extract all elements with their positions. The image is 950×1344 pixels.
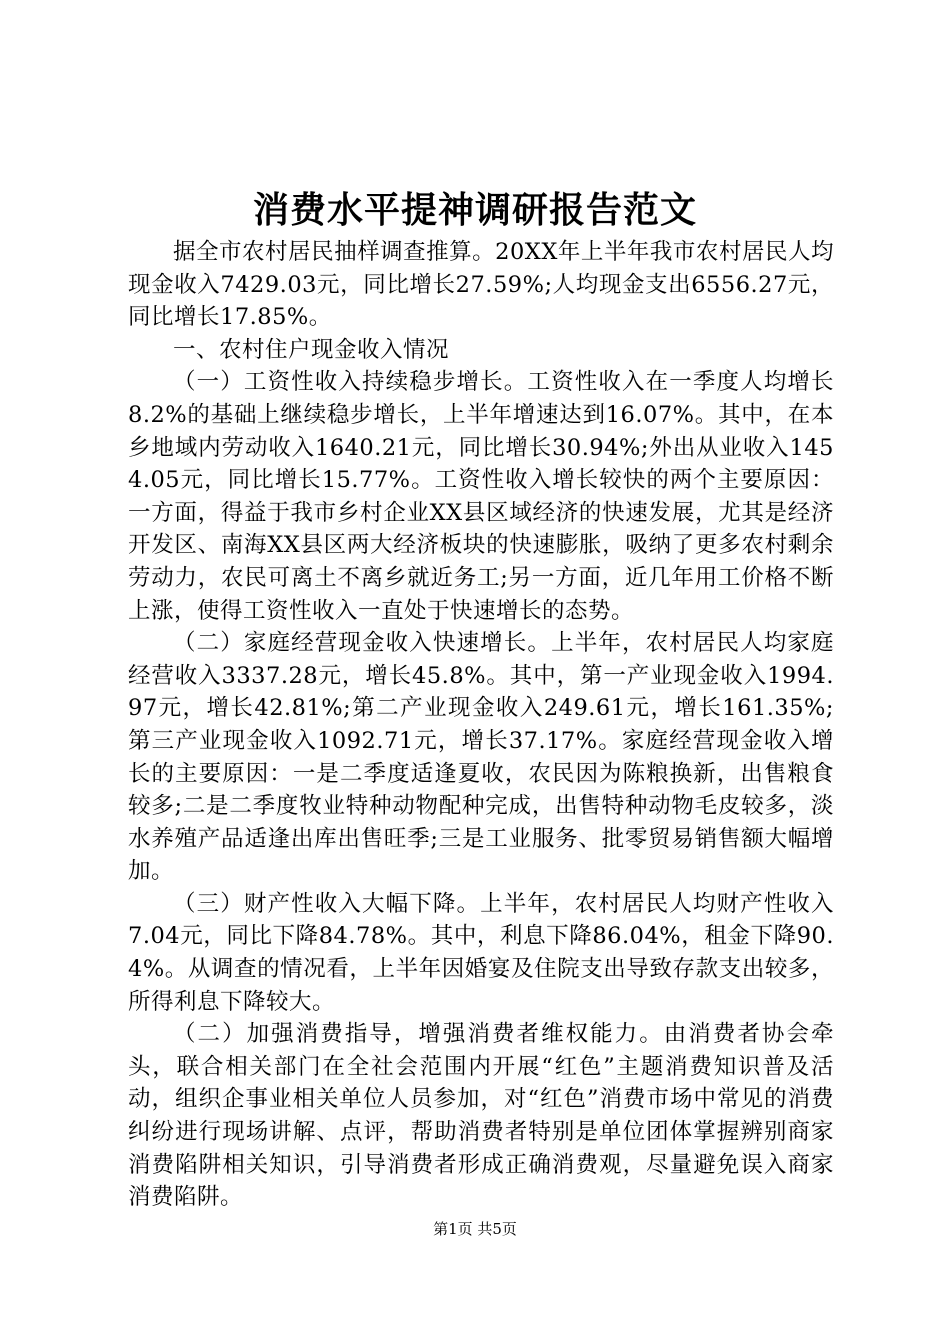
page-number-footer: 第1页 共5页 bbox=[433, 1220, 517, 1238]
intro-paragraph: 据全市农村居民抽样调查推算。20XX年上半年我市农村居民人均现金收入7429.03元，同比增长27.59%;人均现金支出6556.27元，同比增长17.85%。 bbox=[128, 239, 834, 331]
paragraph-consumer-guidance: （二）加强消费指导，增强消费者维权能力。由消费者协会牵头，联合相关部门在全社会范围内开展“红色”主题消费知识普及活动，组织企事业相关单位人员参加，对“红色”消费市场中常见的消费纠纷进行现场讲解、点评，帮助消费者特别是单位团体掌握辨别商家消费陷阱相关知识，引导消费者形成正确消费观，尽量避免误入商家消费陷阱。 bbox=[128, 1021, 834, 1211]
paragraph-property-income: （三）财产性收入大幅下降。上半年，农村居民人均财产性收入7.04元，同比下降84.78%。其中，利息下降86.04%，租金下降90.4%。从调查的情况看，上半年因婚宴及住院支出导致存款支出较多，所得利息下降较大。 bbox=[128, 890, 834, 1015]
document-title: 消费水平提神调研报告范文 bbox=[252, 189, 697, 231]
paragraph-wage-income: （一）工资性收入持续稳步增长。工资性收入在一季度人均增长8.2%的基础上继续稳步增长，上半年增速达到16.07%。其中，在本乡地域内劳动收入1640.21元，同比增长30.94%;外出从业收入1454.05元，同比增长15.77%。工资性收入增长较快的两个主要原因：一方面，得益于我市乡村企业XX县区域经济的快速发展，尤其是经济开发区、南海XX县区两大经济板块的快速膨胀，吸纳了更多农村剩余劳动力，农民可离土不离乡就近务工;另一方面，近几年用工价格不断上涨，使得工资性收入一直处于快速增长的态势。 bbox=[128, 369, 834, 624]
document-body bbox=[128, 236, 834, 1214]
paragraph-household-income: （二）家庭经营现金收入快速增长。上半年，农村居民人均家庭经营收入3337.28元，增长45.8%。其中，第一产业现金收入1994.97元，增长42.81%;第二产业现金收入249.61元，增长161.35%;第三产业现金收入1092.71元，增长37.17%。家庭经营现金收入增长的主要原因：一是二季度适逢夏收，农民因为陈粮换新，出售粮食较多;二是二季度牧业特种动物配种完成，出售特种动物毛皮较多，淡水养殖产品适逢出库出售旺季;三是工业服务、批零贸易销售额大幅增加。 bbox=[128, 630, 834, 885]
section-heading-income: 一、农村住户现金收入情况 bbox=[173, 336, 450, 363]
